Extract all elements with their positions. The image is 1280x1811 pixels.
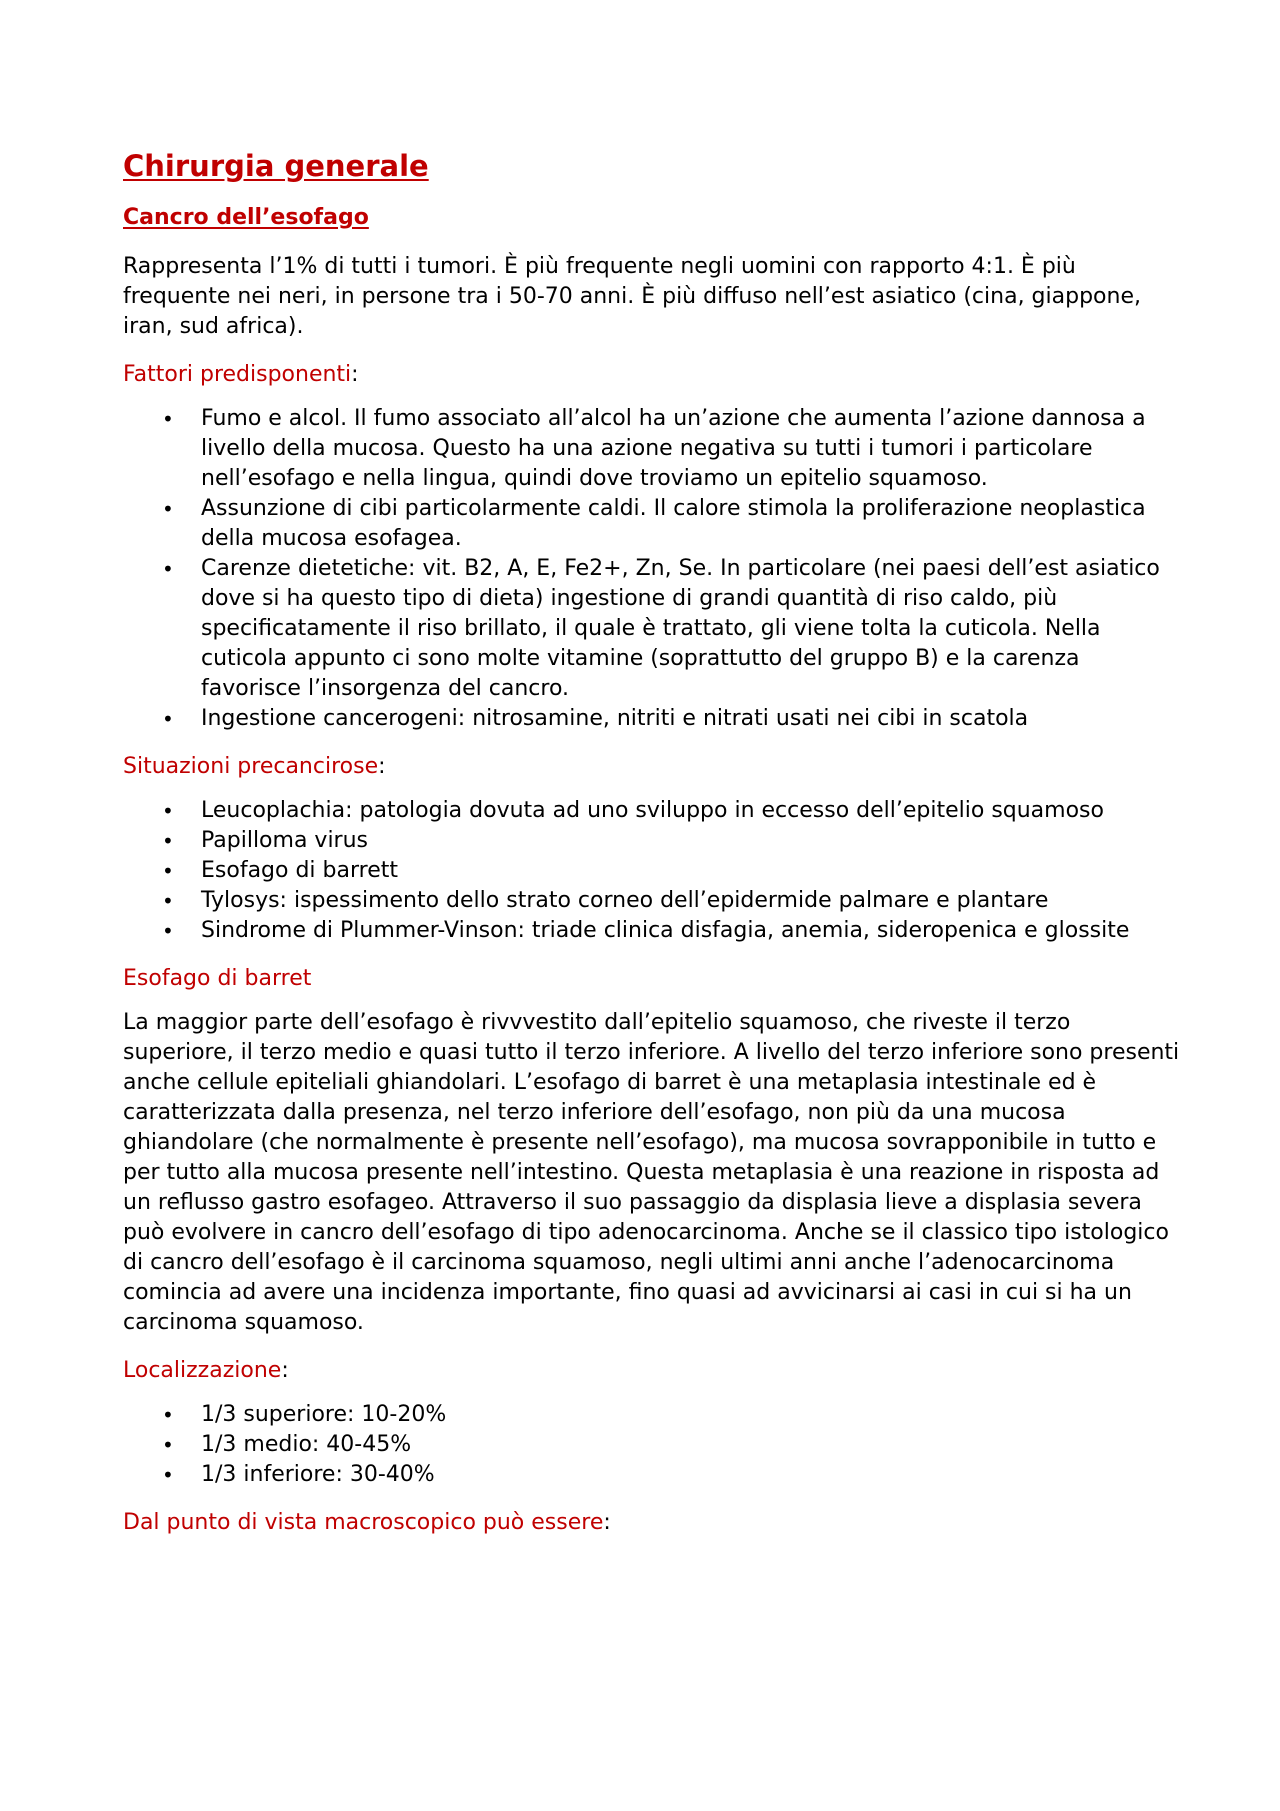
- barret-label: [123, 964, 1183, 994]
- list-item-text: Leucoplachia: patologia dovuta ad uno sviluppo in eccesso dell’epitelio squamoso: [201, 798, 1104, 823]
- list-item-text: Carenze dietetiche: vit. B2, A, E, Fe2+, Zn, Se. In particolare (nei paesi dell’est asiatico dove si ha questo tipo di dieta) ingestione di grandi quantità di riso caldo, più specificatamente il riso brillato, il quale è trattato, gli viene tolta la cuticola. Nella cuticola appunto ci sono molte vitamine (soprattutto del gruppo B) e la carenza favorisce l’insorgenza del cancro.: [201, 556, 1160, 701]
- list-item: [123, 916, 1183, 946]
- situazioni-label: [123, 752, 1183, 782]
- bullet-icon: •: [162, 497, 174, 521]
- list-item: [123, 1430, 1183, 1460]
- macroscopico-label-text: Dal punto di vista macroscopico può essere: [123, 1510, 604, 1535]
- list-item-text: Sindrome di Plummer-Vinson: triade clinica disfagia, anemia, sideropenica e glossite: [201, 918, 1130, 943]
- situazioni-label-colon: :: [378, 754, 386, 779]
- section-heading: Cancro dell’esofago: [123, 205, 369, 230]
- bullet-icon: •: [162, 1433, 174, 1457]
- bullet-icon: •: [162, 829, 174, 853]
- localizzazione-label-colon: :: [281, 1358, 289, 1383]
- localizzazione-list: [123, 1400, 1183, 1490]
- list-item: [123, 1460, 1183, 1490]
- list-item: [123, 494, 1183, 554]
- bullet-icon: •: [162, 557, 174, 581]
- bullet-icon: •: [162, 799, 174, 823]
- bullet-icon: •: [162, 707, 174, 731]
- situazioni-label-text: Situazioni precancirose: [123, 754, 379, 779]
- list-item: [123, 856, 1183, 886]
- list-item-text: Ingestione cancerogeni: nitrosamine, nitriti e nitrati usati nei cibi in scatola: [201, 706, 1029, 731]
- macroscopico-label: [123, 1508, 1183, 1538]
- list-item-text: Esofago di barrett: [201, 858, 398, 883]
- bullet-icon: •: [162, 919, 174, 943]
- bullet-icon: •: [162, 1403, 174, 1427]
- fattori-label: [123, 360, 1183, 390]
- situazioni-list: [123, 796, 1183, 946]
- list-item-text: Tylosys: ispessimento dello strato corneo dell’epidermide palmare e plantare: [201, 888, 1049, 913]
- bullet-icon: •: [162, 859, 174, 883]
- fattori-label-colon: :: [351, 362, 359, 387]
- list-item-text: Papilloma virus: [201, 828, 369, 853]
- barret-paragraph: La maggior parte dell’esofago è rivvvestito dall’epitelio squamoso, che riveste il terzo superiore, il terzo medio e quasi tutto il terzo inferiore. A livello del terzo inferiore sono presenti anche cellule epiteliali ghiandolari. L’esofago di barret è una metaplasia intestinale ed è caratterizzata dalla presenza, nel terzo inferiore dell’esofago, non più da una mucosa ghiandolare (che normalmente è presente nell’esofago), ma mucosa sovrapponibile in tutto e per tutto alla mucosa presente nell’intestino. Questa metaplasia è una reazione in risposta ad un reflusso gastro esofageo. Attraverso il suo passaggio da displasia lieve a displasia severa può evolvere in cancro dell’esofago di tipo adenocarcinoma. Anche se il classico tipo istologico di cancro dell’esofago è il carcinoma squamoso, negli ultimi anni anche l’adenocarcinoma comincia ad avere una incidenza importante, fino quasi ad avvicinarsi ai casi in cui si ha un carcinoma squamoso.: [123, 1010, 1180, 1335]
- list-item-text: 1/3 superiore: 10-20%: [201, 1402, 447, 1427]
- list-item: [123, 886, 1183, 916]
- list-item-text: Fumo e alcol. Il fumo associato all’alcol ha un’azione che aumenta l’azione dannosa a livello della mucosa. Questo ha una azione negativa su tutti i tumori i particolare nell’esofago e nella lingua, quindi dove troviamo un epitelio squamoso.: [201, 406, 1146, 491]
- macroscopico-label-colon: :: [603, 1510, 611, 1535]
- list-item: [123, 1400, 1183, 1430]
- fattori-label-text: Fattori predisponenti: [123, 362, 352, 387]
- bullet-icon: •: [162, 1463, 174, 1487]
- list-item: [123, 554, 1183, 704]
- localizzazione-label-text: Localizzazione: [123, 1358, 282, 1383]
- localizzazione-label: [123, 1356, 1183, 1386]
- list-item: [123, 704, 1183, 734]
- list-item: [123, 796, 1183, 826]
- list-item-text: 1/3 medio: 40-45%: [201, 1432, 412, 1457]
- intro-paragraph: Rappresenta l’1% di tutti i tumori. È più frequente negli uomini con rapporto 4:1. È più frequente nei neri, in persone tra i 50-70 anni. È più diffuso nell’est asiatico (cina, giappone, iran, sud africa).: [123, 254, 1141, 339]
- document-content: [123, 148, 1183, 1552]
- list-item: [123, 826, 1183, 856]
- list-item: [123, 404, 1183, 494]
- fattori-list: [123, 404, 1183, 734]
- list-item-text: Assunzione di cibi particolarmente caldi. Il calore stimola la proliferazione neoplastica della mucosa esofagea.: [201, 496, 1146, 551]
- bullet-icon: •: [162, 407, 174, 431]
- page-title: Chirurgia generale: [123, 149, 429, 183]
- bullet-icon: •: [162, 889, 174, 913]
- list-item-text: 1/3 inferiore: 30-40%: [201, 1462, 435, 1487]
- barret-label-text: Esofago di barret: [123, 966, 312, 991]
